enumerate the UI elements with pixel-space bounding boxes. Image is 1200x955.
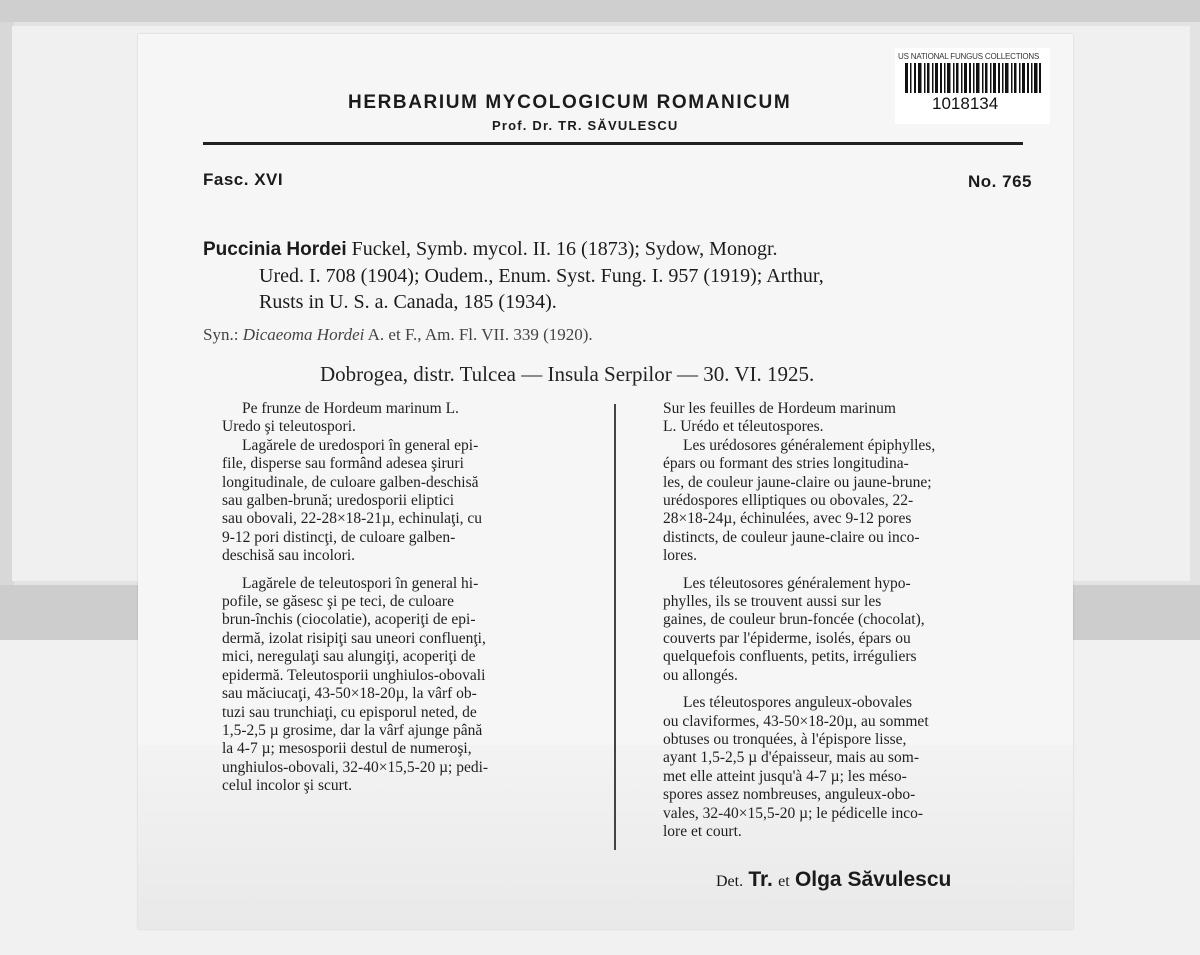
citation-line-2: Ured. I. 708 (1904); Oudem., Enum. Syst. Fung. I. 957 (1919); Arthur, (259, 265, 824, 287)
text-line: lores. (663, 547, 698, 565)
citation-authority: Fuckel, Symb. mycol. II. 16 (1873); Sydow, Monogr. (346, 238, 778, 260)
paragraph-gap (222, 566, 590, 575)
determiner-line (716, 867, 951, 892)
column-divider (614, 404, 616, 850)
herbarium-title: HERBARIUM MYCOLOGICUM ROMANICUM (348, 92, 792, 113)
text-line: deschisă sau incolori. (222, 547, 356, 565)
scan-top-edge (0, 0, 1200, 22)
text-line: Les téleutospores anguleux-obovales (683, 694, 912, 712)
species-name: Puccinia Hordei (203, 239, 347, 260)
text-line: dermă, izolat risipiţi sau uneori confluenţi, (222, 629, 486, 647)
text-line: tuzi sau trunchiaţi, cu episporul neted, de (222, 703, 477, 721)
det-prefix: Det. (716, 873, 744, 890)
text-line: la 4-7 µ; mesosporii destul de numeroşi, (222, 740, 472, 758)
description-romanian (222, 400, 590, 796)
text-line: unghiulos-obovali, 32-40×15,5-20 µ; pedi- (222, 758, 489, 776)
fr-paragraph-3 (663, 575, 1033, 685)
text-line: 28×18-24µ, échinulées, avec 9-12 pores (663, 510, 912, 528)
ro-paragraph-3 (222, 575, 590, 796)
text-line: Les urédosores généralement épiphylles, (683, 436, 936, 454)
herbarium-editor: Prof. Dr. TR. SĂVULESCU (492, 118, 679, 133)
text-line: pofile, se găsesc şi pe teci, de culoare (222, 593, 454, 611)
text-line: les, de couleur jaune-claire ou jaune-brune; (663, 473, 932, 491)
header-rule (203, 142, 1023, 145)
fr-paragraph-1 (663, 400, 1033, 437)
det-et: et (778, 873, 790, 890)
text-line: Pe frunze de Hordeum marinum L. (242, 400, 459, 417)
barcode-number: 1018134 (932, 94, 999, 113)
text-line: couverts par l'épiderme, isolés, épars ou (663, 629, 911, 647)
description-french (663, 400, 1033, 841)
text-line: 9-12 pori distincţi, de culoare galben- (222, 528, 456, 546)
synonym-line (203, 325, 593, 345)
synonym-prefix: Syn.: (203, 325, 243, 344)
text-line: ou claviformes, 43-50×18-20µ, au sommet (663, 712, 929, 730)
paragraph-gap (663, 685, 1033, 694)
text-line: sau măciucaţi, 43-50×18-20µ, la vârf ob- (222, 685, 477, 703)
text-line: distincts, de couleur jaune-claire ou inco- (663, 528, 920, 546)
text-line: spores assez nombreuses, anguleux-obo- (663, 786, 916, 804)
ro-paragraph-2 (222, 437, 590, 566)
text-line: mici, neregulaţi sau alungiţi, acoperiţi de (222, 648, 476, 666)
specimen-number: No. 765 (968, 172, 1032, 191)
citation-line-3: Rusts in U. S. a. Canada, 185 (1934). (259, 291, 557, 313)
text-line: L. Urédo et téleutospores. (663, 418, 824, 436)
citation-line-1 (203, 236, 1033, 263)
text-line: longitudinale, de culoare galben-deschisă (222, 473, 479, 491)
barcode-icon (905, 63, 1041, 93)
collection-locality: Dobrogea, distr. Tulcea — Insula Serpilor — 30. VI. 1925. (320, 362, 815, 386)
text-line: ayant 1,5-2,5 µ d'épaisseur, mais au som- (663, 749, 920, 767)
fr-paragraph-2 (663, 437, 1033, 566)
barcode-institution: US NATIONAL FUNGUS COLLECTIONS (898, 52, 1040, 61)
text-line: brun-închis (ciocolatie), acoperiţi de epi- (222, 611, 476, 629)
synonym-reference: A. et F., Am. Fl. VII. 339 (1920). (364, 325, 593, 344)
fr-paragraph-4 (663, 694, 1033, 841)
paragraph-gap (663, 566, 1033, 575)
fascicle-number: Fasc. XVI (203, 170, 284, 189)
text-line: celul incolor şi scurt. (222, 777, 352, 795)
text-line: phylles, ils se trouvent aussi sur les (663, 593, 882, 611)
species-citation (203, 236, 1033, 315)
text-line: sau obovali, 22-28×18-21µ, echinulaţi, cu (222, 510, 483, 528)
text-line: met elle atteint jusqu'à 4-7 µ; les méso- (663, 767, 907, 785)
text-line: lore et court. (663, 822, 742, 840)
text-line: file, disperse sau formând adesea şiruri (222, 455, 464, 473)
synonym-name: Dicaeoma Hordei (242, 325, 365, 344)
det-name-2: Olga Săvulescu (794, 868, 952, 891)
ro-paragraph-1 (222, 400, 590, 437)
text-line: epidermă. Teleutosporii unghiulos-obovali (222, 666, 486, 684)
text-line: épars ou formant des stries longitudina- (663, 455, 909, 473)
text-line: urédospores elliptiques ou obovales, 22- (663, 492, 914, 510)
text-line: Lagărele de teleutospori în general hi- (242, 574, 479, 592)
text-line: Lagărele de uredospori în general epi- (242, 436, 479, 454)
text-line: 1,5-2,5 µ grosime, dar la vârf ajunge până (222, 721, 483, 739)
text-line: sau galben-brună; uredosporii eliptici (222, 492, 455, 510)
text-line: Sur les feuilles de Hordeum marinum (663, 400, 896, 417)
text-line: obtuses ou tronquées, à l'épispore lisse, (663, 730, 907, 748)
det-name-1: Tr. (748, 868, 773, 891)
text-line: Les téleutosores généralement hypo- (683, 574, 911, 592)
text-line: gaines, de couleur brun-foncée (chocolat), (663, 611, 925, 629)
text-line: ou allongés. (663, 666, 738, 684)
text-line: vales, 32-40×15,5-20 µ; le pédicelle inco- (663, 804, 923, 822)
text-line: quelquefois confluents, petits, irréguliers (663, 648, 917, 666)
text-line: Uredo şi teleutospori. (222, 418, 356, 436)
